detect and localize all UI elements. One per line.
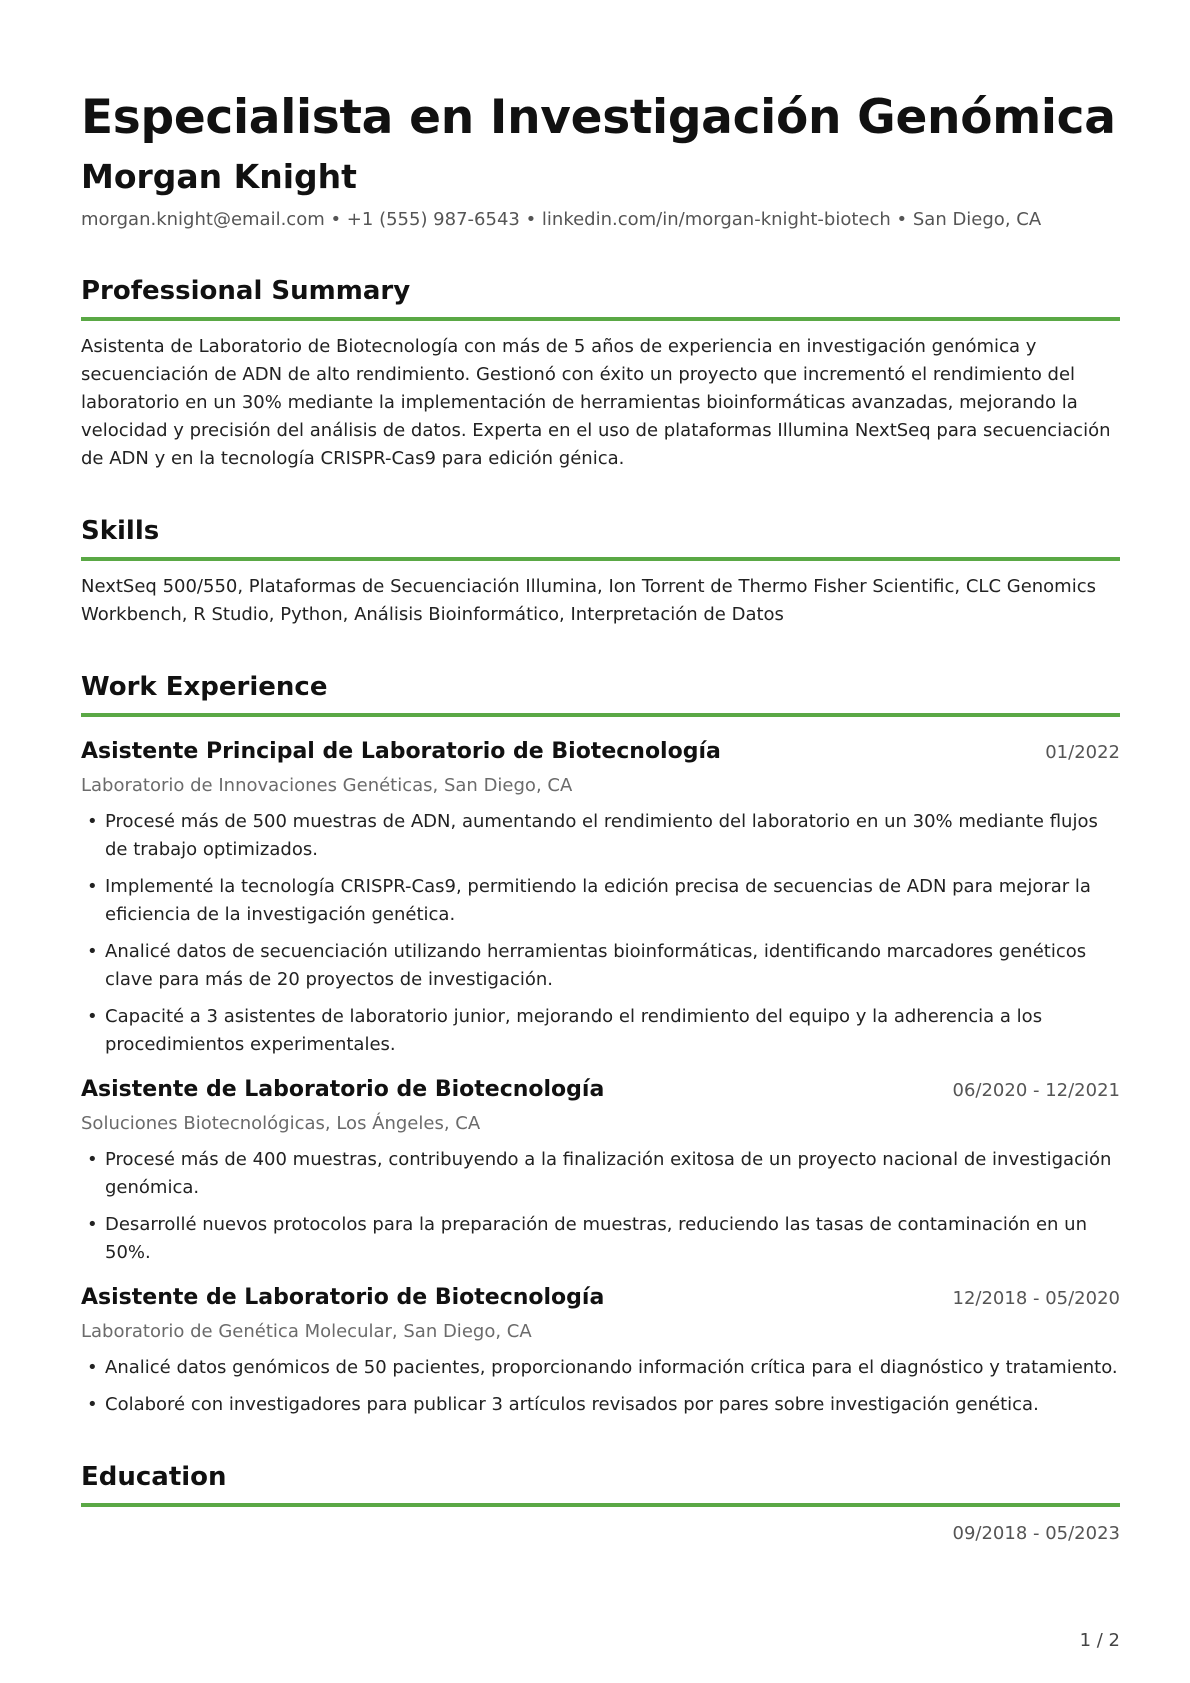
bullet-text: Analicé datos de secuenciación utilizando herramientas bioinformáticas, identificando marcadores genéticos clave para más de 20 proyectos de investigación. [105, 941, 1087, 990]
resume-content [81, 86, 1120, 1547]
contact-line: morgan.knight@email.com • +1 (555) 987-6543 • linkedin.com/in/morgan-knight-biotech • San Diego, CA [81, 209, 1042, 230]
page-number: 1 / 2 [1079, 1630, 1120, 1651]
job-company: Laboratorio de Innovaciones Genéticas, San Diego, CA [81, 775, 573, 796]
job-title: Asistente de Laboratorio de Biotecnología [81, 1077, 605, 1102]
job-entry [81, 735, 1120, 1059]
summary-heading: Professional Summary [81, 276, 411, 306]
bullet-dot-icon: • [87, 1214, 98, 1235]
job-bullets [81, 808, 1120, 1059]
job-title: Asistente de Laboratorio de Biotecnología [81, 1285, 605, 1310]
bullet-text: Procesé más de 400 muestras, contribuyendo a la finalización exitosa de un proyecto nacional de investigación genómica. [105, 1149, 1112, 1198]
skills-text: NextSeq 500/550, Plataformas de Secuenciación Illumina, Ion Torrent de Thermo Fisher Scientific, CLC Genomics Workbench, R Studio, Python, Análisis Bioinformático, Interpretación de Datos [81, 576, 1096, 625]
summary-section [81, 273, 1120, 473]
education-dates: 09/2018 - 05/2023 [952, 1523, 1120, 1544]
bullet-text: Capacité a 3 asistentes de laboratorio junior, mejorando el rendimiento del equipo y la adherencia a los procedimientos experimentales. [105, 1006, 1043, 1055]
job-title: Asistente Principal de Laboratorio de Biotecnología [81, 739, 721, 764]
bullet-item [81, 938, 1120, 994]
bullet-item [81, 1146, 1120, 1202]
job-bullets [81, 1354, 1120, 1419]
bullet-item [81, 1211, 1120, 1267]
job-entry [81, 1073, 1120, 1267]
experience-section [81, 669, 1120, 1419]
skills-section [81, 513, 1120, 629]
bullet-dot-icon: • [87, 1006, 98, 1027]
bullet-item [81, 1003, 1120, 1059]
section-divider [81, 1503, 1120, 1507]
bullet-dot-icon: • [87, 876, 98, 897]
candidate-name: Morgan Knight [81, 157, 357, 196]
bullet-text: Colaboré con investigadores para publicar 3 artículos revisados por pares sobre investigación genética. [105, 1394, 1039, 1415]
job-dates: 12/2018 - 05/2020 [952, 1288, 1120, 1309]
bullet-text: Analicé datos genómicos de 50 pacientes, proporcionando información crítica para el diagnóstico y tratamiento. [105, 1357, 1118, 1378]
document-title: Especialista en Investigación Genómica [81, 90, 1116, 145]
bullet-dot-icon: • [87, 941, 98, 962]
bullet-dot-icon: • [87, 811, 98, 832]
skills-heading: Skills [81, 516, 160, 546]
bullet-text: Desarrollé nuevos protocolos para la preparación de muestras, reduciendo las tasas de contaminación en un 50%. [105, 1214, 1087, 1263]
section-divider [81, 317, 1120, 321]
education-heading: Education [81, 1462, 227, 1492]
job-dates: 06/2020 - 12/2021 [952, 1080, 1120, 1101]
job-bullets [81, 1146, 1120, 1267]
education-section [81, 1459, 1120, 1547]
bullet-dot-icon: • [87, 1149, 98, 1170]
section-divider [81, 713, 1120, 717]
bullet-item [81, 1354, 1120, 1382]
bullet-text: Procesé más de 500 muestras de ADN, aumentando el rendimiento del laboratorio en un 30% mediante flujos de trabajo optimizados. [105, 811, 1098, 860]
bullet-item [81, 873, 1120, 929]
job-company: Soluciones Biotecnológicas, Los Ángeles, CA [81, 1113, 481, 1134]
job-company: Laboratorio de Genética Molecular, San Diego, CA [81, 1321, 532, 1342]
job-list [81, 735, 1120, 1419]
bullet-item [81, 1391, 1120, 1419]
section-divider [81, 557, 1120, 561]
bullet-text: Implementé la tecnología CRISPR-Cas9, permitiendo la edición precisa de secuencias de ADN para mejorar la eficiencia de la investigación genética. [105, 876, 1091, 925]
experience-heading: Work Experience [81, 672, 328, 702]
job-dates: 01/2022 [1045, 742, 1120, 763]
bullet-item [81, 808, 1120, 864]
job-entry [81, 1281, 1120, 1419]
bullet-dot-icon: • [87, 1394, 98, 1415]
bullet-dot-icon: • [87, 1357, 98, 1378]
summary-text: Asistenta de Laboratorio de Biotecnología con más de 5 años de experiencia en investigación genómica y secuenciación de ADN de alto rendimiento. Gestionó con éxito un proyecto que incrementó el rendimiento del laboratorio en un 30% mediante la implementación de herramientas bioinformáticas avanzadas, mejorando la velocidad y precisión del análisis de datos. Experta en el uso de plataformas Illumina NextSeq para secuenciación de ADN y en la tecnología CRISPR-Cas9 para edición génica. [81, 336, 1111, 469]
